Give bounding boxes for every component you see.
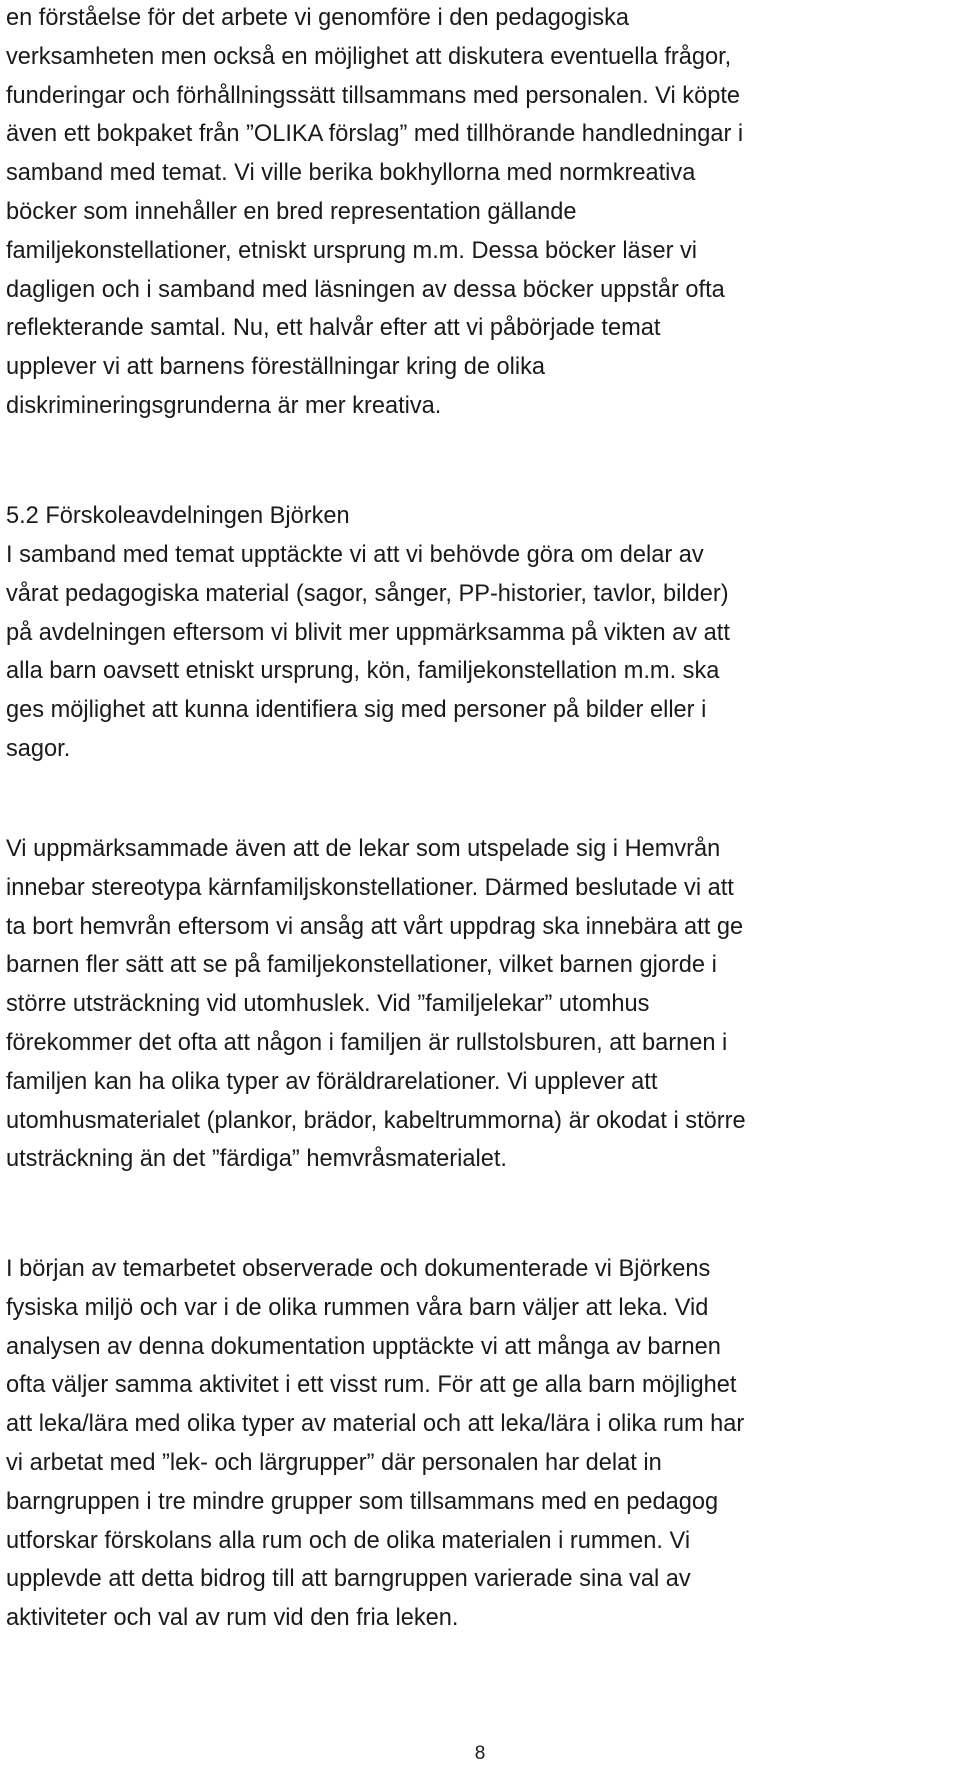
text-line: att leka/lära med olika typer av material och att leka/lära i olika rum har [6, 1411, 745, 1438]
text-line: aktiviteter och val av rum vid den fria leken. [6, 1605, 459, 1632]
paragraph-hemvran [6, 830, 946, 1179]
text-line: barngruppen i tre mindre grupper som tillsammans med en pedagog [6, 1488, 719, 1515]
text-line: dagligen och i samband med läsningen av dessa böcker uppstår ofta [6, 276, 725, 303]
text-line: verksamheten men också en möjlighet att diskutera eventuella frågor, [6, 43, 732, 70]
text-line: familjekonstellationer, etniskt ursprung m.m. Dessa böcker läser vi [6, 237, 698, 264]
paragraph-observation [6, 1250, 946, 1638]
text-line: utsträckning än det ”färdiga” hemvråsmaterialet. [6, 1146, 507, 1173]
text-line: diskrimineringsgrunderna är mer kreativa. [6, 392, 442, 419]
text-line: samband med temat. Vi ville berika bokhyllorna med normkreativa [6, 160, 696, 187]
text-line: vi arbetat med ”lek- och lärgrupper” där personalen har delat in [6, 1449, 662, 1476]
text-line: utforskar förskolans alla rum och de olika materialen i rummen. Vi [6, 1527, 691, 1554]
text-line: en förståelse för det arbete vi genomföre i den pedagogiska [6, 5, 630, 31]
text-line: funderingar och förhållningssätt tillsammans med personalen. Vi köpte [6, 82, 740, 109]
text-line: innebar stereotypa kärnfamiljskonstellationer. Därmed beslutade vi att [6, 874, 734, 901]
section-heading: 5.2 Förskoleavdelningen Björken [6, 503, 350, 529]
text-line: I början av temarbetet observerade och dokumenterade vi Björkens [6, 1256, 711, 1282]
text-line: ofta väljer samma aktivitet i ett visst rum. För att ge alla barn möjlighet [6, 1372, 737, 1399]
text-line: sagor. [6, 735, 71, 762]
text-line: utomhusmaterialet (plankor, brädor, kabeltrummorna) är okodat i större [6, 1107, 746, 1134]
text-line: upplevde att detta bidrog till att barngruppen varierade sina val av [6, 1566, 691, 1593]
text-line: på avdelningen eftersom vi blivit mer uppmärksamma på vikten av att [6, 619, 730, 646]
text-line: vårat pedagogiska material (sagor, sånger, PP-historier, tavlor, bilder) [6, 580, 729, 607]
text-line: böcker som innehåller en bred representation gällande [6, 198, 577, 225]
text-line: barnen fler sätt att se på familjekonstellationer, vilket barnen gjorde i [6, 952, 717, 979]
text-line: analysen av denna dokumentation upptäckte vi att många av barnen [6, 1333, 721, 1360]
text-line: I samband med temat upptäckte vi att vi behövde göra om delar av [6, 542, 704, 568]
text-line: Vi uppmärksammade även att de lekar som utspelade sig i Hemvrån [6, 836, 721, 862]
paragraph-material-review [6, 536, 946, 769]
text-line: större utsträckning vid utomhuslek. Vid ”familjelekar” utomhus [6, 991, 650, 1018]
text-line: ta bort hemvrån eftersom vi ansåg att vårt uppdrag ska innebära att ge [6, 913, 744, 940]
text-line: familjen kan ha olika typer av föräldrarelationer. Vi upplever att [6, 1068, 658, 1095]
text-line: upplever vi att barnens föreställningar kring de olika [6, 354, 546, 381]
text-line: ges möjlighet att kunna identifiera sig med personer på bilder eller i [6, 697, 707, 724]
text-line: fysiska miljö och var i de olika rummen våra barn väljer att leka. Vid [6, 1294, 709, 1321]
paragraph-book-package [6, 0, 946, 426]
page-number: 8 [474, 1743, 486, 1764]
text-line: även ett bokpaket från ”OLIKA förslag” med tillhörande handledningar i [6, 121, 744, 148]
text-line: reflekterande samtal. Nu, ett halvår efter att vi påbörjade temat [6, 315, 661, 342]
text-line: förekommer det ofta att någon i familjen är rullstolsburen, att barnen i [6, 1029, 728, 1056]
text-line: alla barn oavsett etniskt ursprung, kön, familjekonstellation m.m. ska [6, 658, 720, 685]
